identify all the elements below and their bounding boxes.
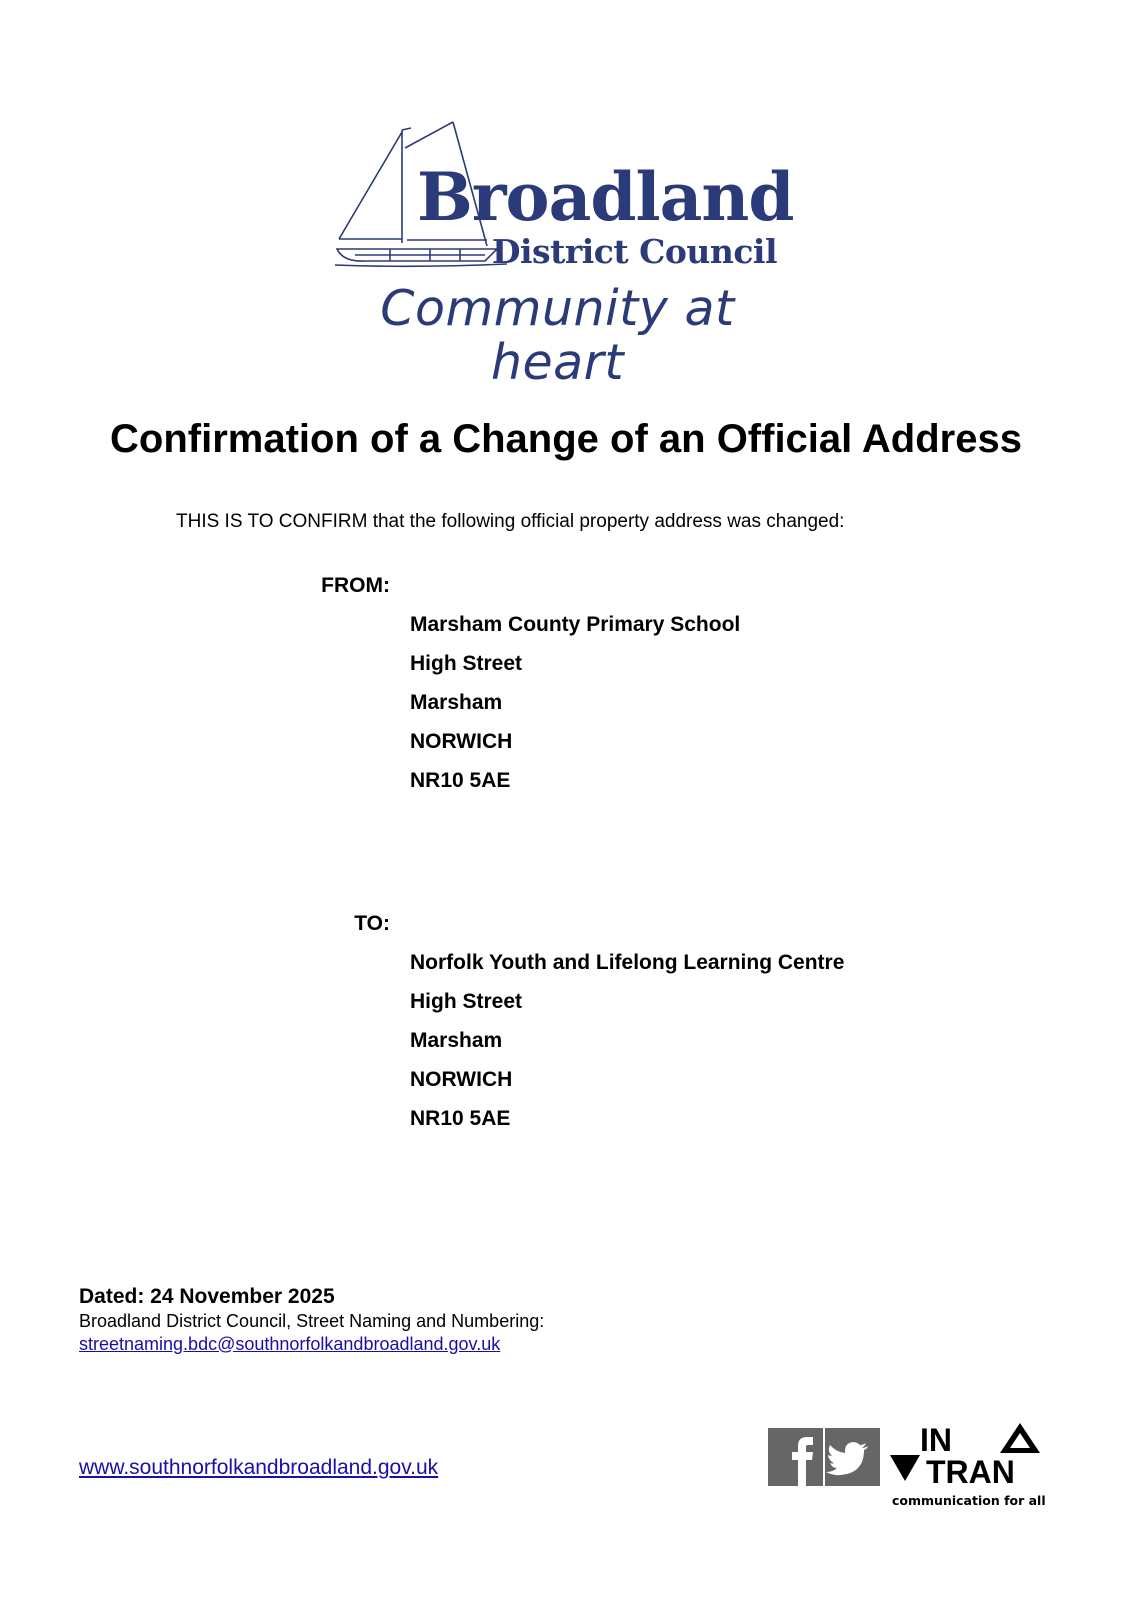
website-link[interactable]: www.southnorfolkandbroadland.gov.uk [79, 1456, 439, 1479]
to-address-line: High Street [410, 990, 523, 1013]
logo-council-subtitle: District Council [491, 232, 777, 271]
contact-block [79, 1310, 544, 1355]
to-address-line: NR10 5AE [410, 1107, 511, 1130]
to-label: TO: [354, 912, 390, 935]
from-address [410, 612, 740, 807]
facebook-icon[interactable] [768, 1428, 823, 1486]
social-icons [768, 1428, 880, 1486]
confirmation-statement: THIS IS TO CONFIRM that the following official property address was changed: [176, 511, 845, 532]
intran-line2: TRAN [926, 1454, 1015, 1490]
logo-tagline: Community at heart [380, 280, 735, 391]
from-address-line: High Street [410, 652, 523, 675]
intran-tagline: communication for all [892, 1493, 1046, 1508]
department-line: Broadland District Council, Street Naming and Numbering: [79, 1311, 545, 1331]
intran-logo [890, 1415, 1060, 1510]
from-address-line: NR10 5AE [410, 769, 511, 792]
logo-council-name: Broadland [417, 158, 794, 236]
to-address-line: NORWICH [410, 1068, 513, 1091]
to-address-line: Norfolk Youth and Lifelong Learning Centre [410, 951, 845, 974]
twitter-icon[interactable] [825, 1428, 880, 1486]
from-address-line: NORWICH [410, 730, 513, 753]
to-address [410, 950, 844, 1145]
dated-line: Dated: 24 November 2025 [79, 1285, 335, 1308]
from-address-line: Marsham County Primary School [410, 613, 741, 636]
to-address-line: Marsham [410, 1029, 503, 1052]
email-link[interactable]: streetnaming.bdc@southnorfolkandbroadland.gov.uk [79, 1333, 501, 1354]
council-logo [335, 118, 795, 391]
from-label: FROM: [321, 574, 390, 597]
page-title: Confirmation of a Change of an Official Address [110, 417, 1022, 461]
intran-line1: IN [920, 1422, 952, 1458]
from-address-line: Marsham [410, 691, 503, 714]
